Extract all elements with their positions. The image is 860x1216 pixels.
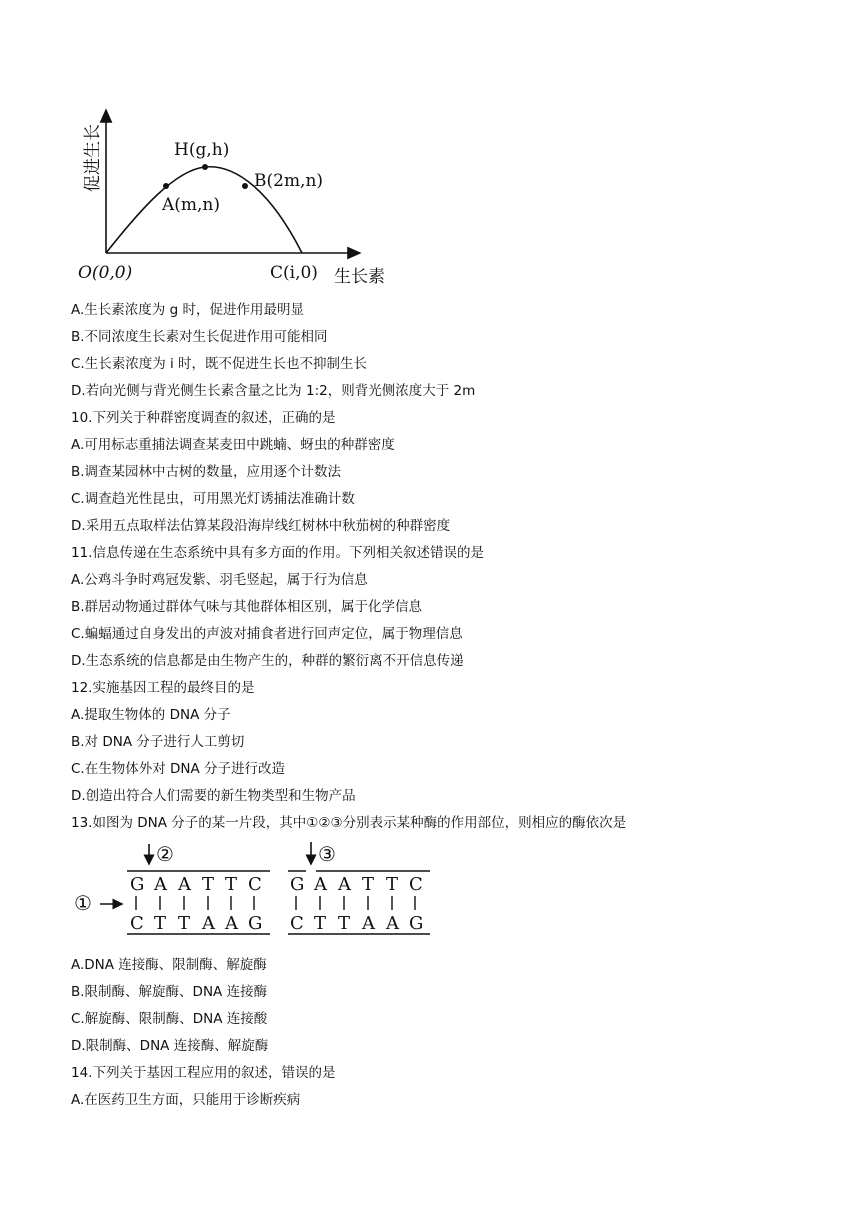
base: A bbox=[202, 913, 215, 934]
dna-fragment-figure bbox=[70, 838, 440, 938]
point-b-label: B(2m,n) bbox=[254, 171, 324, 191]
base: T bbox=[362, 874, 375, 895]
point-b-dot bbox=[242, 183, 248, 189]
x-axis-label: 生长素 bbox=[334, 267, 385, 287]
right-top-bases bbox=[290, 874, 423, 895]
right-hydrogen-bonds bbox=[296, 896, 415, 910]
q12-stem: 12.实施基因工程的最终目的是 bbox=[71, 680, 255, 696]
q9-option-c: C.生长素浓度为 i 时，既不促进生长也不抑制生长 bbox=[71, 356, 368, 372]
auxin-growth-graph bbox=[70, 100, 410, 290]
base: A bbox=[225, 913, 238, 934]
base: T bbox=[386, 874, 399, 895]
q10-option-c: C.调查趋光性昆虫，可用黑光灯诱捕法准确计数 bbox=[71, 491, 355, 507]
q12-option-d: D.创造出符合人们需要的新生物类型和生物产品 bbox=[71, 788, 356, 804]
left-top-bases bbox=[130, 874, 262, 895]
base: T bbox=[154, 913, 167, 934]
base: A bbox=[154, 874, 167, 895]
base: T bbox=[225, 874, 238, 895]
base: A bbox=[178, 874, 191, 895]
point-a-dot bbox=[163, 183, 169, 189]
q13-option-b: B.限制酶、解旋酶、DNA 连接酶 bbox=[71, 984, 268, 1000]
base: A bbox=[362, 913, 375, 934]
base: A bbox=[314, 874, 327, 895]
base: T bbox=[314, 913, 327, 934]
q11-option-b: B.群居动物通过群体气味与其他群体相区别，属于化学信息 bbox=[71, 599, 423, 615]
base: A bbox=[338, 874, 351, 895]
q10-option-d: D.采用五点取样法估算某段沿海岸线红树林中秋茄树的种群密度 bbox=[71, 518, 451, 534]
base: C bbox=[130, 913, 144, 934]
q14-stem: 14.下列关于基因工程应用的叙述，错误的是 bbox=[71, 1065, 336, 1081]
q11-option-c: C.蝙蝠通过自身发出的声波对捕食者进行回声定位，属于物理信息 bbox=[71, 626, 463, 642]
point-h-dot bbox=[202, 164, 208, 170]
marker-2: ② bbox=[156, 842, 174, 866]
q12-option-a: A.提取生物体的 DNA 分子 bbox=[71, 707, 231, 723]
q12-option-b: B.对 DNA 分子进行人工剪切 bbox=[71, 734, 245, 750]
base: C bbox=[409, 874, 423, 895]
q11-stem: 11.信息传递在生态系统中具有多方面的作用。下列相关叙述错误的是 bbox=[71, 545, 484, 561]
base: G bbox=[290, 874, 305, 895]
base: T bbox=[338, 913, 351, 934]
point-a-label: A(m,n) bbox=[162, 195, 221, 215]
left-bottom-bases bbox=[130, 913, 262, 934]
q13-option-d: D.限制酶、DNA 连接酶、解旋酶 bbox=[71, 1038, 269, 1054]
base: G bbox=[130, 874, 145, 895]
base: G bbox=[248, 913, 263, 934]
marker-1: ① bbox=[74, 891, 92, 915]
q9-option-b: B.不同浓度生长素对生长促进作用可能相同 bbox=[71, 329, 328, 345]
base: C bbox=[248, 874, 262, 895]
q12-option-c: C.在生物体外对 DNA 分子进行改造 bbox=[71, 761, 286, 777]
left-hydrogen-bonds bbox=[136, 896, 254, 910]
marker-3: ③ bbox=[318, 842, 336, 866]
base: T bbox=[202, 874, 215, 895]
point-c-label: C(i,0) bbox=[270, 263, 318, 283]
q10-stem: 10.下列关于种群密度调查的叙述，正确的是 bbox=[71, 410, 336, 426]
q11-option-a: A.公鸡斗争时鸡冠发紫、羽毛竖起，属于行为信息 bbox=[71, 572, 368, 588]
q13-option-c: C.解旋酶、限制酶、DNA 连接酸 bbox=[71, 1011, 268, 1027]
q13-option-a: A.DNA 连接酶、限制酶、解旋酶 bbox=[71, 957, 267, 973]
q14-option-a: A.在医药卫生方面，只能用于诊断疾病 bbox=[71, 1092, 301, 1108]
point-h-label: H(g,h) bbox=[174, 140, 230, 160]
y-axis-label: 促进生长 bbox=[83, 124, 103, 192]
q13-stem: 13.如图为 DNA 分子的某一片段，其中①②③分别表示某种酶的作用部位，则相应的酶依次是 bbox=[71, 815, 627, 831]
q11-option-d: D.生态系统的信息都是由生物产生的，种群的繁衍离不开信息传递 bbox=[71, 653, 464, 669]
origin-label: O(0,0) bbox=[78, 263, 133, 283]
base: T bbox=[178, 913, 191, 934]
base: A bbox=[386, 913, 399, 934]
q9-option-d: D.若向光侧与背光侧生长素含量之比为 1:2，则背光侧浓度大于 2m bbox=[71, 383, 476, 399]
base: G bbox=[409, 913, 424, 934]
right-bottom-bases bbox=[290, 913, 423, 934]
q10-option-b: B.调查某园林中古树的数量，应用逐个计数法 bbox=[71, 464, 342, 480]
q10-option-a: A.可用标志重捕法调查某麦田中跳蝻、蚜虫的种群密度 bbox=[71, 437, 395, 453]
q9-option-a: A.生长素浓度为 g 时，促进作用最明显 bbox=[71, 302, 304, 318]
base: C bbox=[290, 913, 304, 934]
